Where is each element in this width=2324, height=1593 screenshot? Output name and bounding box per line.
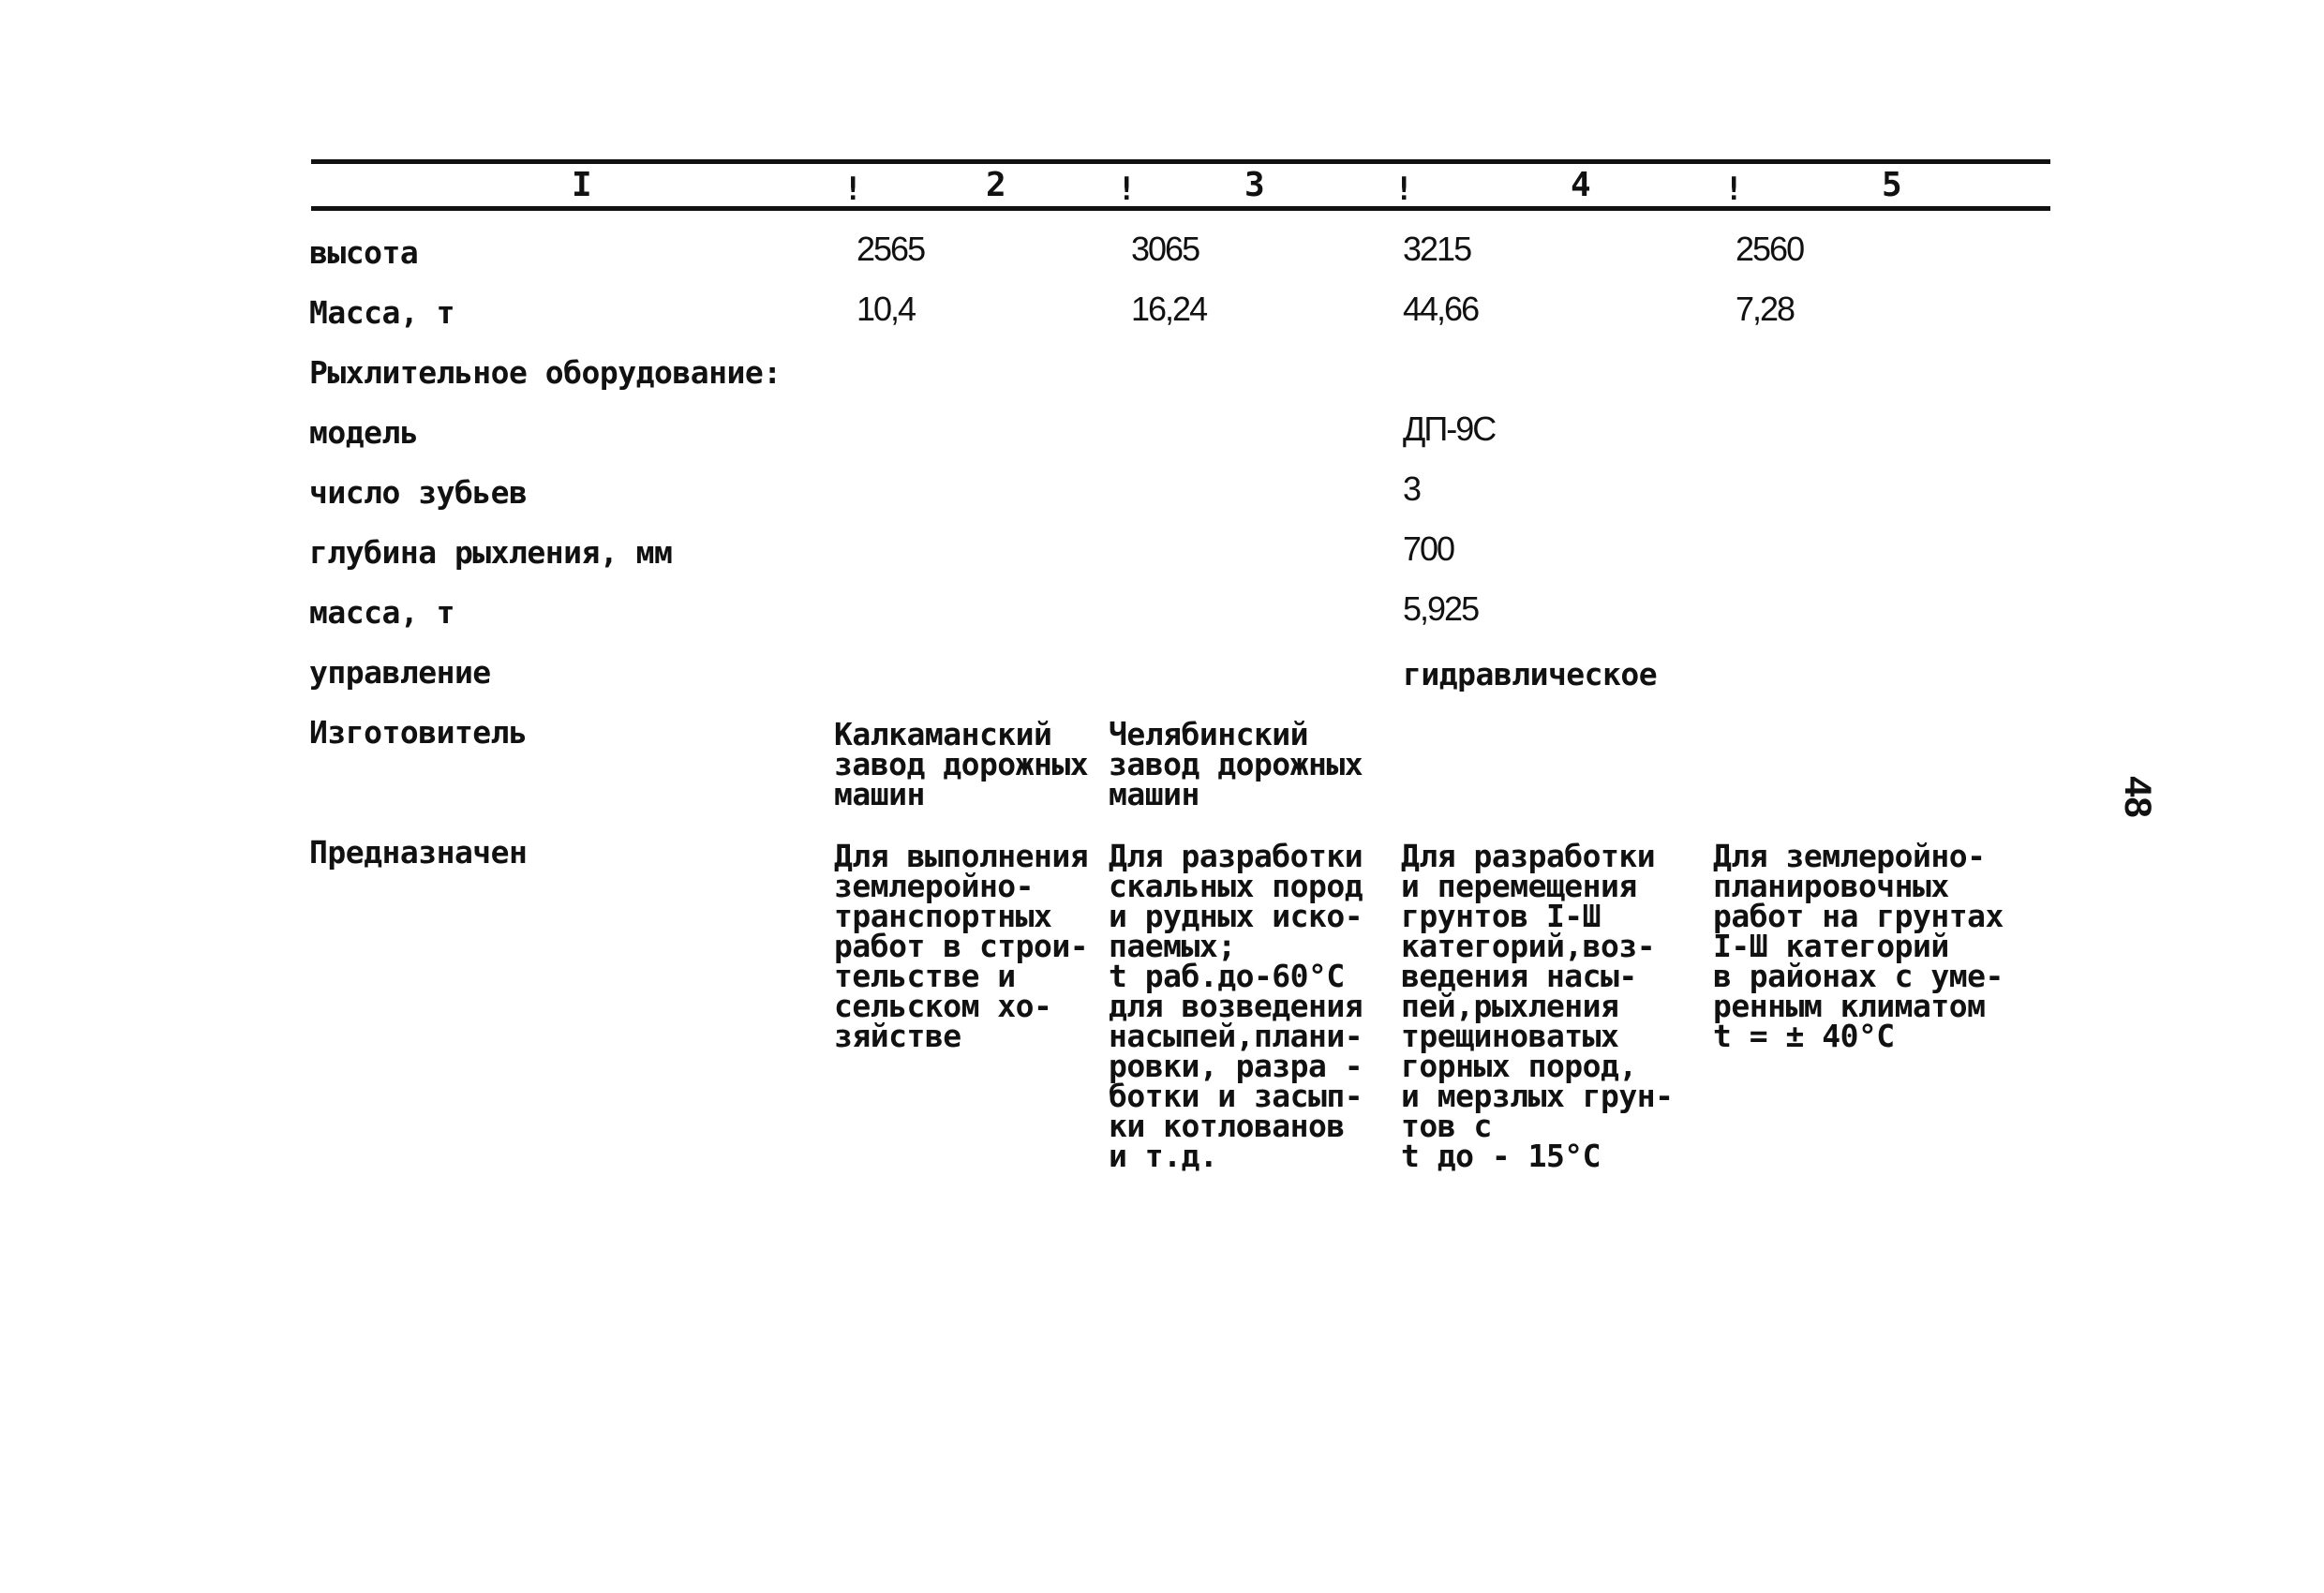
row-label-mass: Масса, т: [309, 294, 454, 331]
header-col-3: 3: [1244, 166, 1265, 204]
maker-col-2: Калкаманский завод дорожных машин: [834, 716, 1089, 812]
header-col-1: I: [572, 166, 592, 204]
height-col-3: 3065: [1131, 230, 1199, 268]
row-label-maker: Изготовитель: [309, 714, 528, 751]
header-col-4: 4: [1571, 166, 1591, 204]
purpose-col-3: Для разработки скальных пород и рудных иско- паемых; t раб.до-60°С для возведения насыпей,плани- ровки, разра - ботки и засып- ки котлованов и т.д.: [1109, 838, 1363, 1174]
purpose-col-5: Для землеройно- планировочных работ на грунтах I-Ш категорий в районах с уме- ренным климатом t = ± 40°С: [1713, 838, 2004, 1054]
table-top-rule: [311, 159, 2050, 164]
row-label-depth: глубина рыхления, мм: [309, 534, 673, 571]
row-label-height: высота: [309, 234, 419, 271]
header-separator: !: [1724, 171, 1744, 208]
row-label-purpose: Предназначен: [309, 834, 528, 871]
height-col-4: 3215: [1403, 230, 1471, 268]
header-separator: !: [843, 171, 863, 208]
header-col-5: 5: [1882, 166, 1902, 204]
height-col-5: 2560: [1736, 230, 1804, 268]
row-label-teeth: число зубьев: [309, 474, 528, 511]
mass-col-5: 7,28: [1736, 290, 1795, 328]
purpose-col-2: Для выполнения землеройно- транспортных работ в строи- тельстве и сельском хо- зяйстве: [834, 838, 1089, 1054]
mass-col-2: 10,4: [857, 290, 916, 328]
model-col-4: ДП-9С: [1403, 409, 1496, 448]
mass-col-4: 44,66: [1403, 290, 1479, 328]
row-label-control: управление: [309, 654, 491, 691]
teeth-col-4: 3: [1403, 469, 1421, 508]
control-col-4: гидравлическое: [1403, 656, 1658, 692]
header-col-2: 2: [986, 166, 1006, 204]
header-separator: !: [1117, 171, 1137, 208]
row-label-model: модель: [309, 414, 419, 451]
row-label-ripper-mass: масса, т: [309, 594, 454, 631]
table-header-rule: [311, 206, 2050, 211]
ripper-mass-col-4: 5,925: [1403, 589, 1479, 628]
header-separator: !: [1394, 171, 1414, 208]
height-col-2: 2565: [857, 230, 925, 268]
row-label-ripper-equipment: Рыхлительное оборудование:: [309, 354, 782, 391]
page-number: 48: [2116, 776, 2158, 818]
maker-col-3: Челябинский завод дорожных машин: [1109, 716, 1363, 812]
depth-col-4: 700: [1403, 529, 1454, 568]
mass-col-3: 16,24: [1131, 290, 1207, 328]
purpose-col-4: Для разработки и перемещения грунтов I-Ш категорий,воз- ведения насы- пей,рыхления трещиноватых горных пород, и мерзлых грун- тов с t до - 15°С: [1401, 838, 1674, 1174]
